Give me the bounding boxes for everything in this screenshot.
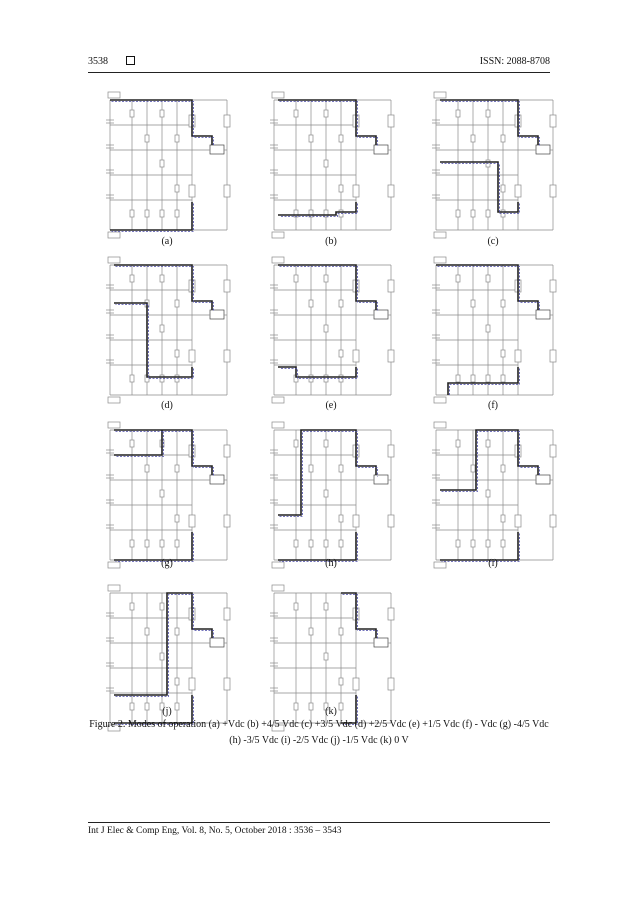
panel-label: (k) bbox=[325, 706, 337, 717]
hbridge-switch bbox=[550, 350, 556, 362]
circuit-panel bbox=[256, 255, 406, 405]
hbridge-switch bbox=[353, 515, 359, 527]
switch-symbol bbox=[456, 375, 460, 382]
top-aux-switch bbox=[108, 585, 120, 591]
top-aux-switch bbox=[108, 422, 120, 428]
circuit-diagram bbox=[256, 90, 406, 240]
switch-symbol bbox=[160, 490, 164, 497]
hbridge-switch bbox=[388, 350, 394, 362]
load-box bbox=[536, 145, 550, 154]
switch-symbol bbox=[339, 540, 343, 547]
panel-label: (c) bbox=[487, 236, 499, 247]
circuit-diagram bbox=[418, 255, 568, 405]
switch-symbol bbox=[339, 465, 343, 472]
switch-symbol bbox=[145, 628, 149, 635]
panel-label: (d) bbox=[161, 400, 173, 411]
circuit-base bbox=[270, 257, 394, 403]
switch-symbol bbox=[339, 135, 343, 142]
switch-symbol bbox=[486, 490, 490, 497]
switch-symbol bbox=[175, 465, 179, 472]
switch-symbol bbox=[324, 325, 328, 332]
switch-symbol bbox=[501, 515, 505, 522]
panel-label: (a) bbox=[161, 236, 173, 247]
circuit-base bbox=[432, 92, 556, 238]
switch-symbol bbox=[294, 603, 298, 610]
switch-symbol bbox=[501, 185, 505, 192]
top-aux-switch bbox=[108, 92, 120, 98]
load-box bbox=[210, 475, 224, 484]
load-box bbox=[374, 310, 388, 319]
switch-symbol bbox=[501, 540, 505, 547]
switch-symbol bbox=[456, 440, 460, 447]
panel-label: (j) bbox=[162, 706, 172, 717]
switch-symbol bbox=[175, 135, 179, 142]
hbridge-switch bbox=[224, 115, 230, 127]
hbridge-switch bbox=[515, 185, 521, 197]
switch-symbol bbox=[339, 300, 343, 307]
hbridge-switch bbox=[515, 515, 521, 527]
switch-symbol bbox=[145, 465, 149, 472]
hbridge-switch bbox=[224, 445, 230, 457]
top-aux-switch bbox=[272, 257, 284, 263]
footer-rule bbox=[88, 822, 550, 823]
switch-symbol bbox=[471, 465, 475, 472]
hbridge-switch bbox=[189, 515, 195, 527]
hbridge-switch bbox=[388, 185, 394, 197]
switch-symbol bbox=[324, 653, 328, 660]
switch-symbol bbox=[130, 540, 134, 547]
switch-symbol bbox=[501, 465, 505, 472]
circuit-base bbox=[270, 422, 394, 568]
panel-label: (i) bbox=[488, 558, 498, 569]
current-path-dashed bbox=[280, 102, 378, 217]
hbridge-switch bbox=[388, 115, 394, 127]
circuit-panel bbox=[92, 255, 242, 405]
issn: ISSN: 2088-8708 bbox=[479, 56, 550, 67]
switch-symbol bbox=[324, 490, 328, 497]
switch-symbol bbox=[130, 210, 134, 217]
switch-symbol bbox=[471, 300, 475, 307]
switch-symbol bbox=[486, 375, 490, 382]
circuit-diagram bbox=[256, 420, 406, 570]
hbridge-switch bbox=[550, 280, 556, 292]
square-bullet-icon bbox=[126, 56, 135, 65]
switch-symbol bbox=[486, 325, 490, 332]
circuit-diagram bbox=[256, 255, 406, 405]
hbridge-switch bbox=[388, 445, 394, 457]
hbridge-switch bbox=[189, 678, 195, 690]
switch-symbol bbox=[501, 375, 505, 382]
switch-symbol bbox=[471, 210, 475, 217]
current-path-dashed bbox=[343, 595, 378, 725]
circuit-base bbox=[432, 257, 556, 403]
load-box bbox=[374, 475, 388, 484]
switch-symbol bbox=[309, 300, 313, 307]
header-rule bbox=[88, 72, 550, 73]
switch-symbol bbox=[145, 540, 149, 547]
switch-symbol bbox=[501, 135, 505, 142]
top-aux-switch bbox=[108, 257, 120, 263]
switch-symbol bbox=[160, 653, 164, 660]
circuit-panel bbox=[418, 255, 568, 405]
switch-symbol bbox=[456, 210, 460, 217]
circuit-panel bbox=[418, 90, 568, 240]
switch-symbol bbox=[175, 210, 179, 217]
hbridge-switch bbox=[388, 515, 394, 527]
switch-symbol bbox=[160, 110, 164, 117]
switch-symbol bbox=[160, 325, 164, 332]
switch-symbol bbox=[486, 440, 490, 447]
switch-symbol bbox=[294, 540, 298, 547]
switch-symbol bbox=[486, 275, 490, 282]
circuit-base bbox=[106, 422, 230, 568]
circuit-base bbox=[432, 422, 556, 568]
switch-symbol bbox=[486, 210, 490, 217]
hbridge-switch bbox=[224, 608, 230, 620]
panel-label: (b) bbox=[325, 236, 337, 247]
hbridge-switch bbox=[189, 185, 195, 197]
hbridge-switch bbox=[550, 515, 556, 527]
top-aux-switch bbox=[272, 585, 284, 591]
top-aux-switch bbox=[434, 422, 446, 428]
switch-symbol bbox=[294, 440, 298, 447]
switch-symbol bbox=[175, 540, 179, 547]
switch-symbol bbox=[456, 110, 460, 117]
hbridge-switch bbox=[515, 350, 521, 362]
switch-symbol bbox=[324, 110, 328, 117]
hbridge-switch bbox=[353, 185, 359, 197]
hbridge-switch bbox=[224, 350, 230, 362]
figure-caption bbox=[88, 717, 550, 749]
switch-symbol bbox=[130, 440, 134, 447]
circuit-panel bbox=[92, 420, 242, 570]
switch-symbol bbox=[294, 275, 298, 282]
hbridge-switch bbox=[353, 678, 359, 690]
load-box bbox=[210, 310, 224, 319]
switch-symbol bbox=[175, 678, 179, 685]
load-box bbox=[210, 145, 224, 154]
load-box bbox=[536, 475, 550, 484]
switch-symbol bbox=[145, 135, 149, 142]
current-path-dashed bbox=[116, 267, 214, 379]
hbridge-switch bbox=[353, 350, 359, 362]
page-number: 3538 bbox=[88, 56, 135, 67]
hbridge-switch bbox=[388, 678, 394, 690]
switch-symbol bbox=[486, 540, 490, 547]
hbridge-switch bbox=[189, 350, 195, 362]
hbridge-switch bbox=[224, 678, 230, 690]
circuit-base bbox=[106, 257, 230, 403]
switch-symbol bbox=[324, 540, 328, 547]
hbridge-switch bbox=[550, 185, 556, 197]
switch-symbol bbox=[456, 275, 460, 282]
switch-symbol bbox=[324, 210, 328, 217]
switch-symbol bbox=[486, 110, 490, 117]
switch-symbol bbox=[324, 275, 328, 282]
circuit-diagram bbox=[418, 90, 568, 240]
switch-symbol bbox=[339, 350, 343, 357]
footer-citation: Int J Elec & Comp Eng, Vol. 8, No. 5, October 2018 : 3536 – 3543 bbox=[88, 826, 342, 836]
circuit-base bbox=[106, 92, 230, 238]
switch-symbol bbox=[130, 275, 134, 282]
top-aux-switch bbox=[272, 422, 284, 428]
switch-symbol bbox=[456, 540, 460, 547]
figure-caption-line-2: (h) -3/5 Vdc (i) -2/5 Vdc (j) -1/5 Vdc (k) 0 V bbox=[229, 735, 409, 746]
switch-symbol bbox=[160, 540, 164, 547]
switch-symbol bbox=[309, 135, 313, 142]
top-aux-switch bbox=[434, 92, 446, 98]
switch-symbol bbox=[175, 350, 179, 357]
switch-symbol bbox=[339, 185, 343, 192]
switch-symbol bbox=[339, 515, 343, 522]
switch-symbol bbox=[175, 515, 179, 522]
hbridge-switch bbox=[550, 115, 556, 127]
panel-label: (h) bbox=[325, 558, 337, 569]
switch-symbol bbox=[324, 603, 328, 610]
switch-symbol bbox=[471, 135, 475, 142]
panel-label: (e) bbox=[325, 400, 337, 411]
switch-symbol bbox=[471, 375, 475, 382]
switch-symbol bbox=[130, 375, 134, 382]
switch-symbol bbox=[160, 210, 164, 217]
switch-symbol bbox=[309, 540, 313, 547]
switch-symbol bbox=[175, 300, 179, 307]
switch-symbol bbox=[160, 275, 164, 282]
switch-symbol bbox=[294, 210, 298, 217]
load-box bbox=[374, 145, 388, 154]
switch-symbol bbox=[324, 440, 328, 447]
switch-symbol bbox=[471, 540, 475, 547]
switch-symbol bbox=[160, 160, 164, 167]
hbridge-switch bbox=[388, 608, 394, 620]
panel-label: (f) bbox=[488, 400, 498, 411]
figure-caption-line-1: Figure 2. Modes of operation (a) +Vdc (b) +4/5 Vdc (c) +3/5 Vdc (d) +2/5 Vdc (e) +1/5 Vdc (f) - Vdc (g) -4/5 Vdc bbox=[89, 719, 549, 730]
switch-symbol bbox=[339, 678, 343, 685]
circuit-panel bbox=[92, 90, 242, 240]
hbridge-switch bbox=[388, 280, 394, 292]
switch-symbol bbox=[339, 628, 343, 635]
hbridge-switch bbox=[550, 445, 556, 457]
switch-symbol bbox=[175, 185, 179, 192]
switch-symbol bbox=[175, 628, 179, 635]
switch-symbol bbox=[130, 603, 134, 610]
switch-symbol bbox=[309, 210, 313, 217]
current-path-dashed bbox=[280, 267, 378, 379]
circuit-panel bbox=[418, 420, 568, 570]
circuit-panel bbox=[256, 420, 406, 570]
top-aux-switch bbox=[272, 92, 284, 98]
panel-label: (g) bbox=[161, 558, 173, 569]
load-box bbox=[536, 310, 550, 319]
circuit-diagram bbox=[418, 420, 568, 570]
hbridge-switch bbox=[224, 515, 230, 527]
load-box bbox=[374, 638, 388, 647]
switch-symbol bbox=[324, 160, 328, 167]
top-aux-switch bbox=[434, 257, 446, 263]
switch-symbol bbox=[294, 110, 298, 117]
switch-symbol bbox=[309, 628, 313, 635]
circuit-diagram bbox=[92, 255, 242, 405]
switch-symbol bbox=[501, 300, 505, 307]
switch-symbol bbox=[145, 210, 149, 217]
switch-symbol bbox=[160, 603, 164, 610]
switch-symbol bbox=[309, 465, 313, 472]
switch-symbol bbox=[130, 110, 134, 117]
circuit-diagram bbox=[92, 420, 242, 570]
hbridge-switch bbox=[224, 185, 230, 197]
load-box bbox=[210, 638, 224, 647]
current-path-dashed bbox=[442, 102, 540, 214]
circuit-panel bbox=[256, 90, 406, 240]
hbridge-switch bbox=[224, 280, 230, 292]
switch-symbol bbox=[501, 350, 505, 357]
circuit-diagram bbox=[92, 90, 242, 240]
